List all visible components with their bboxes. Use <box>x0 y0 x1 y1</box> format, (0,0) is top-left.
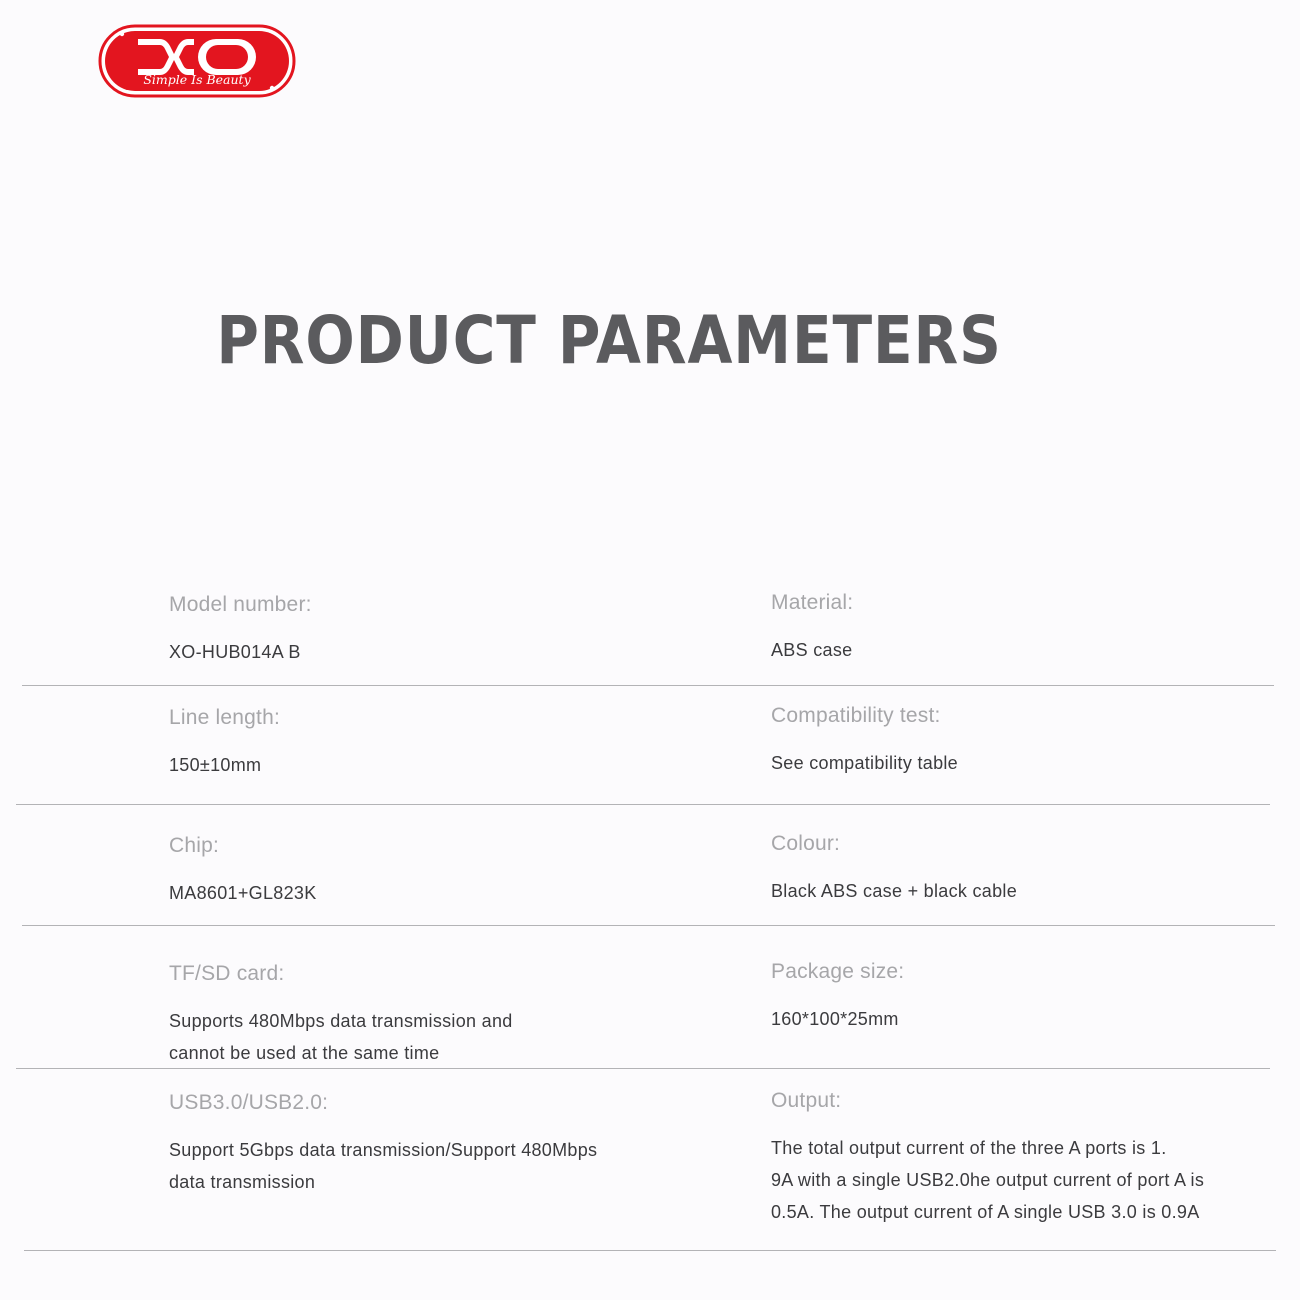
param-label: Output: <box>771 1089 842 1112</box>
row-divider <box>22 925 1275 926</box>
value-line: cannot be used at the same time <box>169 1043 440 1063</box>
value-line: Supports 480Mbps data transmission and <box>169 1011 513 1031</box>
param-chip <box>169 833 669 909</box>
value-line: 9A with a single USB2.0he output current of port A is <box>771 1170 1205 1190</box>
param-colour <box>771 831 1271 907</box>
param-label: Line length: <box>169 706 280 729</box>
param-value: 160*100*25mm <box>771 1009 899 1029</box>
param-line-length <box>169 705 669 781</box>
param-value: XO-HUB014A B <box>169 642 301 662</box>
value-line: 0.5A. The output current of A single USB 3.0 is 0.9A <box>771 1202 1200 1222</box>
logo-tagline: Simple Is Beauty <box>143 72 251 87</box>
page-title: PRODUCT PARAMETERS <box>216 302 1002 379</box>
param-value: ABS case <box>771 640 853 660</box>
value-line: Support 5Gbps data transmission/Support 480Mbps <box>169 1140 598 1160</box>
param-tf-sd-card <box>169 961 669 1069</box>
param-value: Black ABS case + black cable <box>771 881 1018 901</box>
param-label: TF/SD card: <box>169 962 285 985</box>
row-divider <box>24 1250 1276 1251</box>
param-value <box>169 1134 729 1198</box>
param-label: Material: <box>771 591 854 614</box>
param-model-number <box>169 592 669 668</box>
param-label: Compatibility test: <box>771 704 941 727</box>
param-output <box>771 1088 1281 1228</box>
param-package-size <box>771 959 1271 1035</box>
param-value <box>771 1132 1281 1228</box>
param-usb <box>169 1090 729 1198</box>
row-divider <box>22 685 1274 686</box>
param-compatibility-test <box>771 703 1271 779</box>
row-divider <box>16 1068 1270 1069</box>
param-label: USB3.0/USB2.0: <box>169 1091 329 1114</box>
param-material <box>771 590 1271 666</box>
param-value: 150±10mm <box>169 755 262 775</box>
param-value: See compatibility table <box>771 753 958 773</box>
param-value <box>169 1005 669 1069</box>
row-divider <box>16 804 1270 805</box>
param-label: Chip: <box>169 834 220 857</box>
param-label: Package size: <box>771 960 905 983</box>
xo-logo <box>98 24 296 98</box>
value-line: The total output current of the three A ports is 1. <box>771 1138 1167 1158</box>
value-line: data transmission <box>169 1172 316 1192</box>
param-value: MA8601+GL823K <box>169 883 317 903</box>
param-label: Model number: <box>169 593 312 616</box>
param-label: Colour: <box>771 832 841 855</box>
